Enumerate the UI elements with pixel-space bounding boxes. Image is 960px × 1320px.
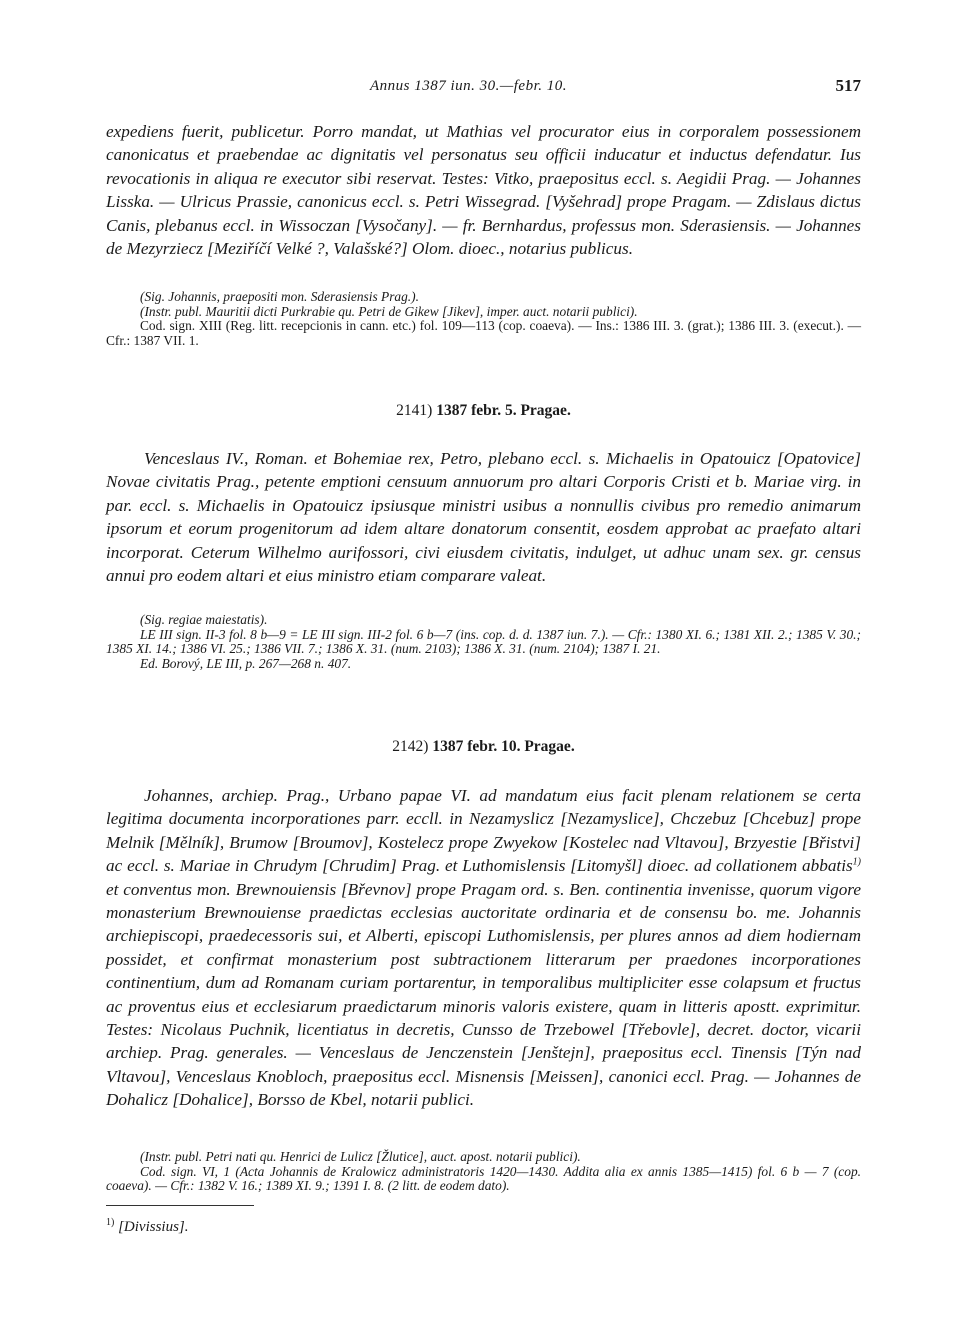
entry-text: Venceslaus IV., Roman. et Bohemiae rex, Petro, plebano eccl. s. Michaelis in Opatouicz [Opatovice] Novae civitatis Prag., petente emptioni censuum annuorum pro altari Corporis Cristi et b. Mariae virg. in par. eccl. s. Michaelis in Opatouicz ipsiusque ministri usibus a nonnullis civibus pro remedio animarum ipsorum et eorum progenitorum ad idem altare donatorum consentit, eosdem approbat ac praefato altari incorporat. Ceterum Wilhelmo aurifossori, civi eiusdem civitatis, indulget, ut adhuc unam sex. gr. census annui pro eodem altari et eius ministro etiam comparare valeat. <box>106 449 861 586</box>
footnote-mark: 1) <box>106 1217 115 1228</box>
entry-number: 2142) <box>392 738 429 755</box>
page-number: 517 <box>835 76 861 95</box>
running-head: Annus 1387 iun. 30.—febr. 10. <box>370 78 568 94</box>
note-line: (Instr. publ. Mauritii dicti Purkrabie qu. Petri de Gikew [Jikev], imper. auct. notarii publici). <box>140 303 638 319</box>
entry-number: 2141) <box>396 402 433 419</box>
entry-date: 1387 febr. 10. Pragae. <box>432 738 575 755</box>
entry-date: 1387 febr. 5. Pragae. <box>436 402 571 419</box>
note-line: Cod. sign. VI, 1 (Acta Johannis de Kralowicz administratoris 1420—1430. Addita alia ex annis 1385—1415) fol. 6 b — 7 (cop. coaeva). — Cfr.: 1382 V. 16.; 1389 XI. 9.; 1391 I. 8. (2 litt. de eodem dato). <box>106 1163 861 1194</box>
continuation-section <box>106 120 861 260</box>
entry-heading-2141 <box>106 402 861 420</box>
entry-2141-body <box>106 447 861 587</box>
page-header <box>106 78 861 102</box>
entry-text-continued: et conventus mon. Brewnouiensis [Břevnov] prope Pragam ord. s. Ben. continentia invenisse, quorum vigore monasterium Brewnouiense praedictas ecclesias auctoritate ordinaria et de consensu bo. me. Johannis archiepiscopi, praedecessoris sui, et Alberti, episcopi Luthomislensis, per plures annos ad diem hodiernam possidet, et confirmat monasterium post subtractionem litterarum per praedones incorporationes continentium, dum ad Romanam curiam portarentur, in temporalibus multipliciter esse colapsum et fructus ac proventus eius et ecclesiarum praedictarum minoris valoris existere, quam in litteris apostt. exprimitur. Testes: Nicolaus Puchnik, licentiatus in decretis, Cunsso de Trzebowel [Třebovle], decret. doctor, vicarii archiep. Prag. generales. — Venceslaus de Jenczenstein [Jenštejn], praepositus eccl. Tinensis [Týn nad Vltavou], Venceslaus Knobloch, praepositus eccl. Misnensis [Meissen], canonici eccl. Prag. — Johannes de Dohalicz [Dohalice], Borsso de Kbel, notarii publici. <box>106 879 861 1110</box>
note-line: LE III sign. II-3 fol. 8 b—9 = LE III sign. III-2 fol. 6 b—7 (ins. cop. d. d. 1387 iun. 7.). — Cfr.: 1380 XI. 6.; 1381 XII. 2.; 1385 V. 30.; 1385 XI. 14.; 1386 VI. 25.; 1386 VII. 7.; 1386 X. 31. (num. 2103); 1386 X. 31. (num. 2104); 1387 I. 21. <box>106 626 861 657</box>
note-line: Cod. sign. XIII (Reg. litt. recepcionis in cann. etc.) fol. 109—113 (cop. coaeva). — Ins.: 1386 III. 3. (grat.); 1386 III. 3. (execut.). — Cfr.: 1387 VII. 1. <box>106 318 861 348</box>
footnote-divider <box>106 1205 254 1206</box>
note-line: (Sig. regiae maiestatis). <box>140 612 268 627</box>
continuation-text: expediens fuerit, publicetur. Porro mandat, ut Mathias vel procurator eius in corporalem possessionem canonicatus et praebendae ac dignitatis vel personatus seu officii inducatur et inductus defendatur. Ius revocationis in aliqua re executor sibi reservat. Testes: Vitko, praepositus eccl. s. Aegidii Prag. — Johannes Lisska. — Ulricus Prassie, canonicus eccl. s. Petri Wissegrad. [Vyšehrad] prope Pragam. — Zdislaus dictus Canis, plebanus eccl. in Wissoczan [Vysočany]. — fr. Bernhardus, professus mon. Sderasiensis. — Johannes de Mezyrziecz [Meziříčí Velké ?, Valašské?] Olom. dioec., notarius publicus. <box>106 122 861 259</box>
footnote-reference[interactable]: 1) <box>852 856 861 868</box>
entry-2141-notes <box>106 613 861 671</box>
entry-heading-2142 <box>106 738 861 756</box>
footnote-text: [Divissius]. <box>118 1219 189 1235</box>
footnote <box>106 1219 189 1236</box>
continuation-notes <box>106 290 861 348</box>
entry-2142-body <box>106 784 861 1112</box>
note-line: (Instr. publ. Petri nati qu. Henrici de Lulicz [Žlutice], auct. apost. notarii publici). <box>140 1149 581 1164</box>
entry-text: Johannes, archiep. Prag., Urbano papae VI. ad mandatum eius facit plenam relationem se certa legitima documenta incorporationes parr. eccll. in Nezamyslicz [Nezamyslice], Chczebuz [Chcebuz] prope Melnik [Mělník], Brumow [Broumov], Kostelecz prope Zwyekow [Kostelec nad Vltavou], Brzyestie [Břistvi] ac eccl. s. Mariae in Chrudym [Chrudim] Prag. et Luthomislensis [Litomyšl] dioec. ad collationem abbatis <box>106 786 861 876</box>
note-line: (Sig. Johannis, praepositi mon. Sderasiensis Prag.). <box>140 289 419 304</box>
note-line: Ed. Borový, LE III, p. 267—268 n. 407. <box>140 655 352 671</box>
entry-2142-notes <box>106 1150 861 1194</box>
